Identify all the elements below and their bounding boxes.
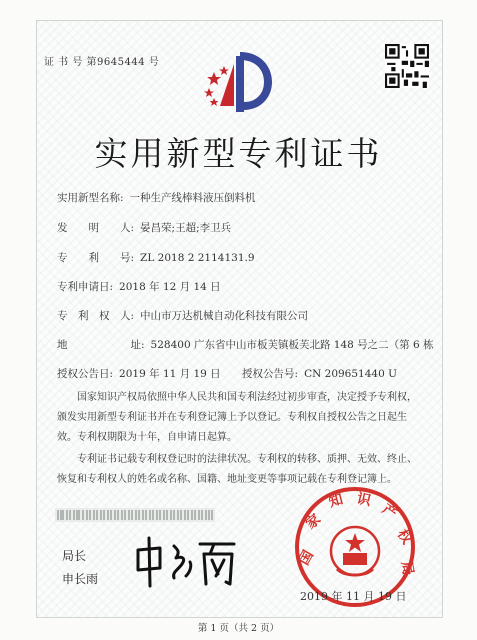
field-label: 授权公告日: (57, 368, 114, 380)
statement-paragraph-2: 专利证书记载专利权登记时的法律状况。专利权的转移、质押、无效、终止、恢复和专利权人的姓名或名称、国籍、地址变更等事项记载在专利登记簿上。 (57, 454, 417, 485)
official-seal-icon (285, 485, 425, 625)
announcement-date-field (57, 366, 397, 381)
svg-text:识: 识 (355, 490, 373, 510)
handwritten-signature-icon (130, 532, 240, 590)
security-strip-icon (55, 508, 215, 522)
field-label: 地 址: (57, 339, 145, 351)
svg-text:家: 家 (302, 511, 324, 533)
svg-text:知: 知 (327, 491, 345, 511)
field-label: 专 利 号: (57, 252, 135, 264)
director-name: 申长雨 (62, 572, 99, 586)
announcement-number-label: 授权公告号: (242, 368, 299, 380)
field-value: 528400 广东省中山市板芙镇板芙北路 148 号之二（第 6 栋 (150, 339, 434, 351)
field-label: 专 利 权 人: (57, 310, 135, 322)
svg-text:国: 国 (296, 547, 317, 569)
field-label: 专利申请日: (57, 281, 114, 293)
page-title: 实用新型专利证书 (94, 134, 383, 173)
field-value: 2018 年 12 月 14 日 (119, 281, 221, 293)
qr-code-icon (385, 44, 429, 88)
field-label: 实用新型名称: (57, 192, 124, 204)
field-value: 晏昌荣;王超;李卫兵 (140, 222, 232, 234)
certificate-number: 证 书 号 第9645444 号 (44, 57, 160, 68)
utility-model-name-field (57, 190, 256, 205)
announcement-number-value: CN 209651440 U (304, 368, 397, 380)
patentee-field (57, 308, 308, 323)
seal-date: 2019 年 11 月 19 日 (300, 590, 407, 603)
field-value: 2019 年 11 月 19 日 (119, 368, 221, 380)
page-indicator: 第 1 页（共 2 页） (197, 623, 280, 634)
svg-text:权: 权 (393, 526, 415, 548)
cnipa-logo-icon (200, 46, 280, 118)
statement-paragraph-1: 国家知识产权局依照中华人民共和国专利法经过初步审查，决定授予专利权，颁发实用新型专利证书并在专利登记簿上予以登记。专利权自授权公告之日起生效。专利权期限为十年，自申请日起算。 (57, 392, 417, 443)
director-title: 局长 (62, 549, 87, 563)
patent-number-field (57, 250, 255, 265)
svg-text:局: 局 (397, 560, 417, 577)
field-label: 发 明 人: (57, 222, 135, 234)
inventor-field (57, 220, 231, 235)
address-field (57, 337, 434, 352)
application-date-field (57, 279, 221, 294)
field-value: 一种生产线棒料液压倒料机 (129, 192, 256, 204)
svg-text:产: 产 (378, 501, 400, 523)
field-value: 中山市万达机械自动化科技有限公司 (140, 310, 309, 322)
field-value: ZL 2018 2 2114131.9 (140, 252, 255, 264)
